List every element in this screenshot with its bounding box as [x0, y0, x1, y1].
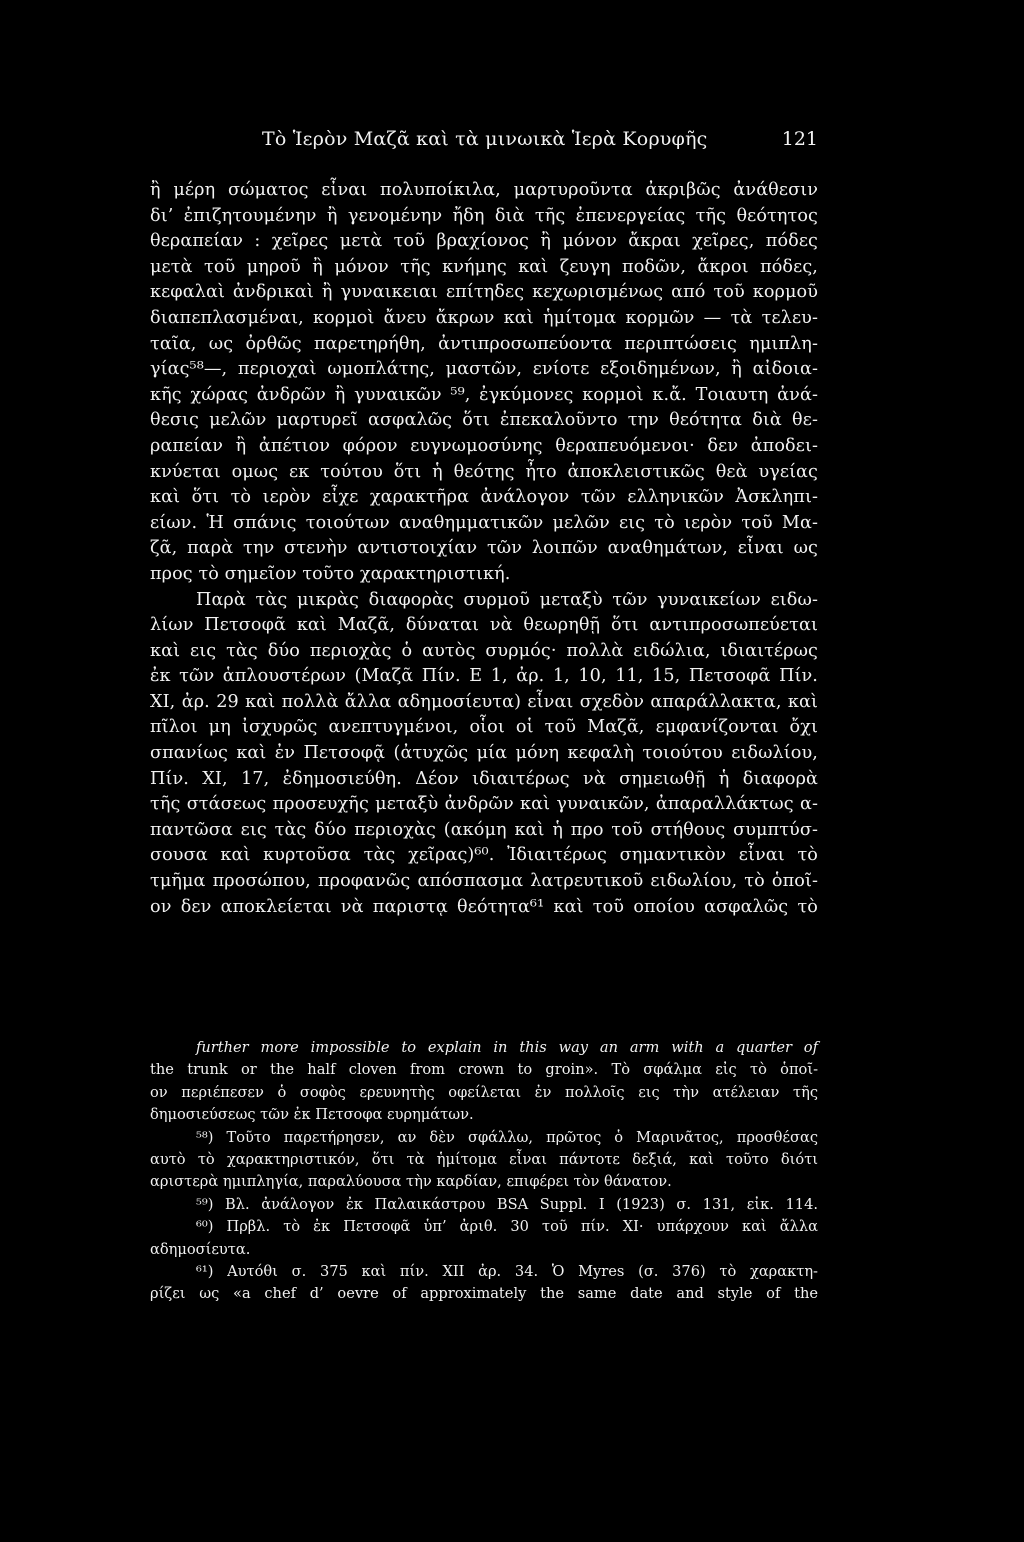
body-line: Πίν. XI, 17, ἐδημοσιεύθη. Δέον ιδιαιτέρως νὰ σημειωθῇ ἡ διαφορὰ	[150, 768, 818, 789]
footnote-line: ⁵⁹) Βλ. ἀνάλογον ἐκ Παλαικάστρου BSA Suppl. I (1923) σ. 131, εἰκ. 114.	[196, 1195, 818, 1213]
body-line: τῆς στάσεως προσευχῆς μεταξὺ ἀνδρῶν καὶ γυναικῶν, ἀπαραλλάκτως α-	[150, 794, 818, 815]
body-line: δι’ ἐπιζητουμένην ἢ γενομένην ἤδη διὰ τῆς ἐπενεργείας τῆς θεότητος	[150, 205, 818, 226]
body-line: XI, ἀρ. 29 καὶ πολλὰ ἄλλα αδημοσίευτα) εἶναι σχεδὸν απαράλλακτα, καὶ	[150, 691, 818, 712]
page-number: 121	[781, 128, 818, 150]
body-line: θεσις μελῶν μαρτυρεῖ ασφαλῶς ὅτι ἐπεκαλοῦντο την θεότητα διὰ θε-	[150, 410, 818, 431]
body-line: ἐκ τῶν ἁπλουστέρων (Μαζᾶ Πίν. E 1, ἀρ. 1, 10, 11, 15, Πετσοφᾶ Πίν.	[150, 666, 818, 687]
footnote-line: δημοσιεύσεως τῶν ἐκ Πετσοφα ευρημάτων.	[150, 1106, 474, 1124]
body-line: μετὰ τοῦ μηροῦ ἢ μόνον τῆς κνήμης καὶ ζευγη ποδῶν, ἄκροι πόδες,	[150, 256, 818, 277]
body-line: ζᾶ, παρὰ την στενὴν αντιστοιχίαν τῶν λοιπῶν αναθημάτων, εἶναι ως	[150, 538, 818, 559]
body-line: κῆς χώρας ἀνδρῶν ἢ γυναικῶν ⁵⁹, ἐγκύμονες κορμοὶ κ.ἄ. Τοιαυτη ἀνά-	[150, 384, 818, 405]
body-line: προς τὸ σημεῖον τοῦτο χαρακτηριστική.	[150, 563, 511, 584]
body-line: διαπεπλασμέναι, κορμοὶ ἄνευ ἄκρων καὶ ἡμίτομα κορμῶν — τὰ τελευ-	[150, 307, 818, 328]
body-line: Παρὰ τὰς μικρὰς διαφορὰς συρμοῦ μεταξὺ τῶν γυναικείων ειδω-	[196, 589, 818, 610]
body-line: σπανίως καὶ ἐν Πετσοφᾷ (ἀτυχῶς μία μόνη κεφαλὴ τοιούτου ειδωλίου,	[150, 743, 818, 764]
body-line: λίων Πετσοφᾶ καὶ Μαζᾶ, δύναται νὰ θεωρηθῇ ὅτι αντιπροσωπεύεται	[150, 615, 818, 636]
footnote-line: αριστερὰ ημιπληγία, παραλύουσα τὴν καρδίαν, επιφέρει τὸν θάνατον.	[150, 1173, 672, 1191]
body-line: πῖλοι μη ἰσχυρῶς ανεπτυγμένοι, οἷοι οἱ τοῦ Μαζᾶ, εμφανίζονται ὄχι	[150, 717, 818, 738]
body-line: θεραπείαν : χεῖρες μετὰ τοῦ βραχίονος ἢ μόνον ἄκραι χεῖρες, πόδες	[150, 231, 818, 252]
body-line: είων. Ἡ σπάνις τοιούτων αναθημματικῶν μελῶν εις τὸ ιερὸν τοῦ Μα-	[150, 512, 818, 533]
footnote-line: the trunk or the half cloven from crown to groin». Τὸ σφάλμα εἰς τὸ ὁποῖ-	[150, 1061, 818, 1079]
body-line: κνύεται ομως εκ τούτου ὅτι ἡ θεότης ἦτο ἀποκλειστικῶς θεὰ υγείας	[150, 461, 818, 482]
running-title: Τὸ Ἱερὸν Μαζᾶ καὶ τὰ μινωικὰ Ἱερὰ Κορυφῆς	[262, 128, 708, 150]
footnote-line: ον περιέπεσεν ὁ σοφὸς ερευνητὴς οφείλεται ἐν πολλοῖς εις τὴν ατέλειαν τῆς	[150, 1083, 818, 1101]
body-line: ραπείαν ἢ ἀπέτιον φόρον ευγνωμοσύνης θεραπευόμενοι· δεν ἀποδει-	[150, 435, 818, 456]
page-header	[150, 128, 818, 158]
footnote-line: αυτὸ τὸ χαρακτηριστικόν, ὅτι τὰ ἡμίτομα εἶναι πάντοτε δεξιά, καὶ τοῦτο διότι	[150, 1150, 818, 1168]
body-line: σουσα καὶ κυρτοῦσα τὰς χεῖρας)⁶⁰. Ἰδιαιτέρως σημαντικὸν εἶναι τὸ	[150, 845, 818, 866]
body-line: γίας⁵⁸—, περιοχαὶ ωμοπλάτης, μαστῶν, ενίοτε εξοιδημένων, ἢ αἰδοια-	[150, 359, 818, 380]
footnotes	[150, 1037, 818, 1306]
body-line: παντῶσα εις τὰς δύο περιοχὰς (ακόμη καὶ ἡ προ τοῦ στήθους συμπτύσ-	[150, 819, 818, 840]
body-line: ον δεν αποκλείεται νὰ παριστᾳ θεότητα⁶¹ καὶ τοῦ οποίου ασφαλῶς τὸ	[150, 896, 818, 917]
footnote-line: further more impossible to explain in this way an arm with a quarter of	[196, 1039, 818, 1056]
body-line: ἢ μέρη σώματος εἶναι πολυποίκιλα, μαρτυροῦντα ἀκριβῶς ἀνάθεσιν	[150, 180, 818, 200]
footnote-line: ⁶⁰) Πρβλ. τὸ ἐκ Πετσοφᾶ ὑπ’ ἀριθ. 30 τοῦ πίν. XI· υπάρχουν καὶ ἄλλα	[196, 1218, 818, 1236]
footnote-line: ⁶¹) Αυτόθι σ. 375 καὶ πίν. XII ἀρ. 34. Ὁ Myres (σ. 376) τὸ χαρακτη-	[196, 1262, 818, 1280]
body-text	[150, 178, 818, 920]
body-line: καὶ ὅτι τὸ ιερὸν εἶχε χαρακτῆρα ἀνάλογον τῶν ελληνικῶν Ἀσκληπι-	[150, 487, 818, 508]
body-line: ταῖα, ως ὀρθῶς παρετηρήθη, ἀντιπροσωπεύοντα περιπτώσεις ημιπλη-	[150, 333, 818, 354]
body-line: κεφαλαὶ ἀνδρικαὶ ἢ γυναικειαι επίτηδες κεχωρισμένως από τοῦ κορμοῦ	[150, 282, 818, 303]
footnote-line: ⁵⁸) Τοῦτο παρετήρησεν, αν δὲν σφάλλω, πρῶτος ὁ Μαρινᾶτος, προσθέσας	[196, 1128, 818, 1146]
footnote-line: ρίζει ως «a chef d’ oevre of approximately the same date and style of the	[150, 1285, 818, 1303]
footnote-line: αδημοσίευτα.	[150, 1240, 251, 1258]
body-line: τμῆμα προσώπου, προφανῶς απόσπασμα λατρευτικοῦ ειδωλίου, τὸ ὁποῖ-	[150, 871, 818, 892]
body-line: καὶ εις τὰς δύο περιοχὰς ὁ αυτὸς συρμός· πολλὰ ειδώλια, ιδιαιτέρως	[150, 640, 818, 661]
